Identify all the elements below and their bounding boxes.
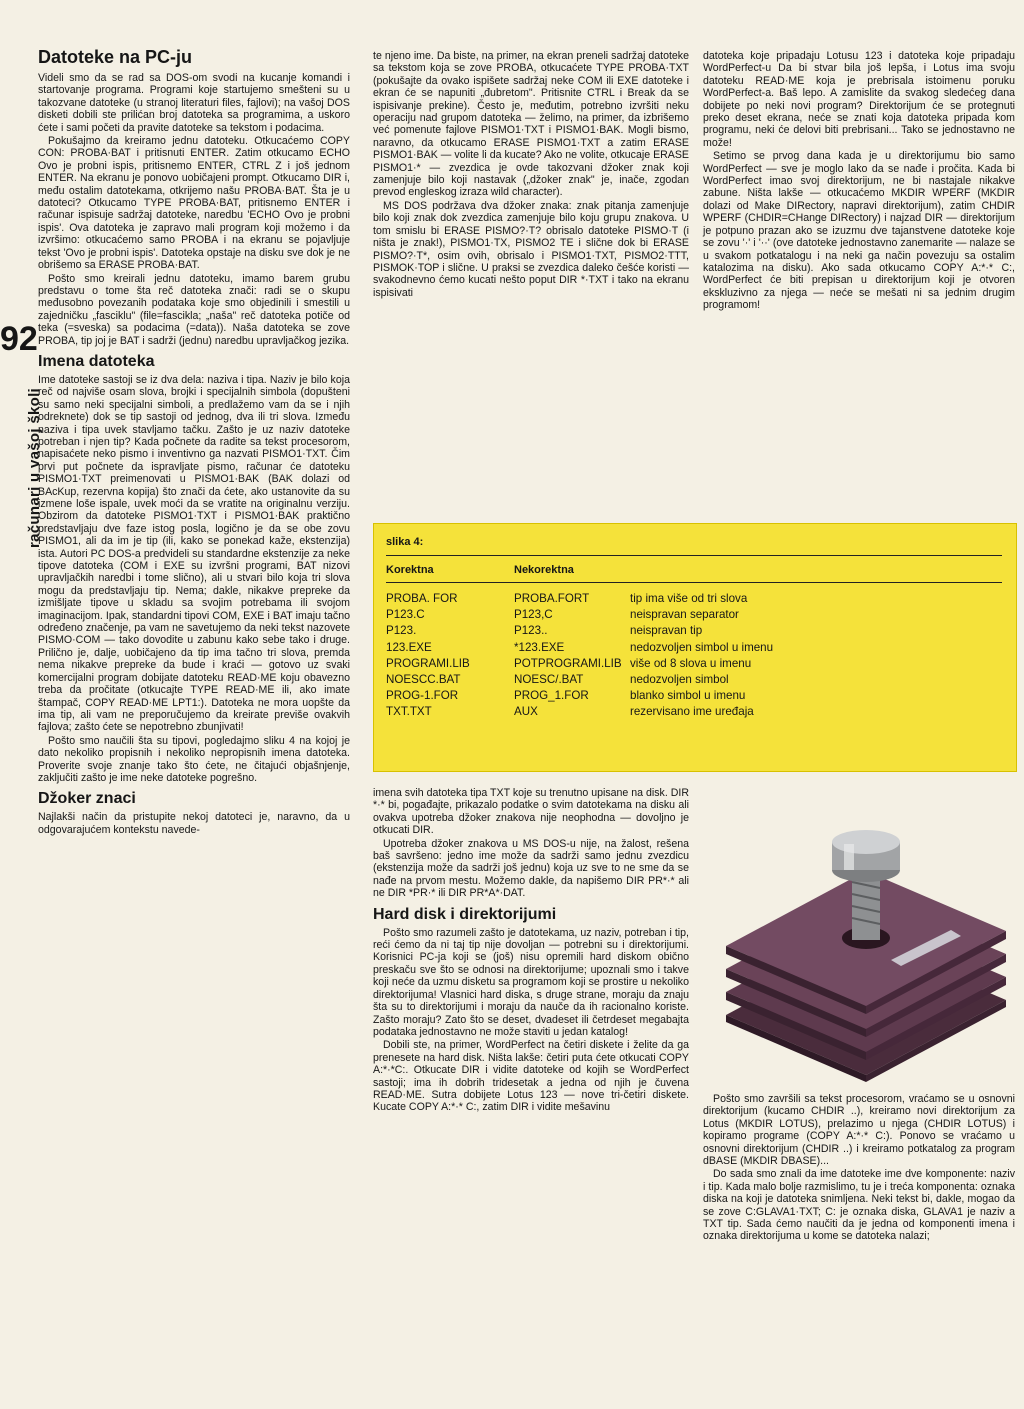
paragraph: Najlakši način da pristupite nekoj datoteci je, naravno, da u odgovarajućem kontekstu navede- <box>38 811 350 836</box>
column-3-lower <box>703 1093 1015 1244</box>
section-sidebar-label: računari u vašoj školi <box>26 388 43 548</box>
paragraph: Pokušajmo da kreiramo jednu datoteku. Otkucaćemo COPY CON: PROBA·BAT i pritisnuti ENTER. Zatim otkucamo ECHO Ovo je probni ispis, pritisnemo ENTER, CTRL Z i još jednom ENTER. Na ekranu je ponovo uobičajeni prompt. Otkucamo DIR i, među ostalim datotekama, otkrijemo našu PROBA·BAT. Šta je u datoteci? Otkucamo TYPE PROBA·BAT, pritisnemo ENTER i računar ispisuje sadržaj datoteke, naredbu 'ECHO Ovo je probni ispis'. Ova datoteka je zapravo mali program koji možemo i da izvršimo: otkucaćemo samo PROBA i na ekranu se pojavljuje tekst 'Ovo je probni ispis'. Datoteka opstaje na disku sve dok je ne obrišemo sa ERASE PROBA·BAT. <box>38 135 350 272</box>
paragraph: Do sada smo znali da ime datoteke ime dve komponente: naziv i tip. Kada malo bolje razmislimo, tu je i treća komponenta: oznaka diska na koji je datoteka snimljena. Neki tekst bi, dakle, mogao da se zove C:GLAVA1·TXT; C: je oznaka diska, GLAVA1 je naziv a TXT tip. Sada ćemo naučiti da je jedna od komponenti imena i oznaka direktorijuma u kome se datoteka nalazi; <box>703 1168 1015 1243</box>
cell-correct: 123.EXE <box>386 640 432 654</box>
paragraph: Setimo se prvog dana kada je u direktorijumu bio samo WordPerfect — sve je moglo lako da se nađe i pročita. Kada bi WordPerfect imao svoj direktorijum, ne bi nastajale nikakve zabune. Ništa lakše — otkucaćemo MKDIR WPERF (MKDIR dolazi od Make DIRectory, napravi direktorijum), zatim CHDIR WPERF (CHDIR=CHange DIRectory) i najzad DIR — direktorijum je potpuno prazan ako se izuzmu dve tajanstvene datoteke koje se zovu '·' i '··' (ove datoteke jednostavno zanemarite — nalaze se u svakom potkatalogu i na neki ga način povezuju sa ostalim katalozima na disku). Ako sada otkucamo COPY A:*·* C:, WordPerfect će biti prepisan u direktorijum koji je otvoren ekskluzivno za njega — neće se mešati ni sa jednim drugim programom! <box>703 150 1015 312</box>
paragraph: te njeno ime. Da biste, na primer, na ekran preneli sadržaj datoteke sa tekstom koja se zove PROBA, otkucaćete TYPE PROBA·TXT (pokušajte da ovako ispišete sadržaj neke COM ili EXE datoteke i ekran će se napuniti „đubretom". Pritisnite CTRL i Break da se ispisivanje prekine). Često je, međutim, potrebno izvršiti neku operaciju nad grupom datoteka — želimo, na primer, da izbrišemo već pomenute fajlove PISMO1·TXT i PISMO1·BAK. Mogli bismo, naravno, da otkucamo ERASE PISMO1·TXT a zatim ERASE PISMO1·BAK — volite li da kucate? Ako ne volite, otkucaje ERASE PISMO1·* — zvezdica je ovde takozvani džoker znak koji zamenjuje bilo koji nastavak („džoker znak" je, inače, zgodan prevod engleskog izraza wild character). <box>373 50 689 199</box>
section-heading-hard-disk: Hard disk i direktorijumi <box>373 905 557 923</box>
cell-incorrect: *123.EXE <box>514 640 565 654</box>
cell-correct: PROBA. FOR <box>386 592 458 605</box>
cell-correct: TXT.TXT <box>386 705 432 719</box>
cell-incorrect: P123.. <box>514 624 548 638</box>
cell-incorrect: PROG_1.FOR <box>514 689 589 703</box>
cell-reason: nedozvoljen simbol u imenu <box>630 640 774 654</box>
cell-correct: PROG-1.FOR <box>386 689 459 703</box>
column-3 <box>703 50 1015 313</box>
cell-reason: neispravan separator <box>630 608 739 622</box>
table-divider <box>386 582 1002 583</box>
paragraph: MS DOS podržava dva džoker znaka: znak pitanja zamenjuje bilo koji znak dok zvezdica zamenjuje bilo koju grupu znakova. U tom smislu bi ERASE PISMO?·T? obrisalo datoteke PISMO·T (i ništa je znak!), PISMO1·TX, PISMO2 TE i slične dok bi ERASE PISMO?·T*, osim ovih, obrisalo i PISMO1·TXT, PISMO2·TTT, PISMOK·TOP i slične. U praksi se zvezdica daleko češće koristi — svakodnevno ćemo kucati nešto poput DIR *·TXT i tako na ekranu ispisivati <box>373 199 689 299</box>
paragraph: Videli smo da se rad sa DOS-om svodi na kucanje komandi i startovanje programa. Programi koje startujemo smešteni su u takozvane datoteke (u stranoj literaturi files, fajlovi); na vašoj DOS disketi dobili ste prilićan broj datoteka sa programima, a uskoro ćete i sami početi da pravite datoteke sa tekstom i podacima. <box>38 72 350 134</box>
paragraph: Pošto smo naučili šta su tipovi, pogledajmo sliku 4 na kojoj je dato nekoliko propisnih i nekoliko nepropisnih imena datoteka. Proverite svoje znanje tako što ćete, ne čitajući objašnjenje, zaključiti zašto je ime neke datoteke pogrešno. <box>38 734 350 784</box>
table-divider <box>386 555 1002 556</box>
article-title: Datoteke na PC-ju <box>38 47 193 67</box>
cell-correct: P123. <box>386 624 417 638</box>
paragraph: Pošto smo razumeli zašto je datotekama, uz naziv, potreban i tip, reći ćemo da ni taj tip nije dovoljan — potrebni su i direktorijumi. Korisnici PC-ja koji se (još) nisu opremili hard diskom obično preskaču sve što se odnosi na direktorijume; upoznali smo i takve koji neće da uzmu disketu sa programom koji se prostire u nekoliko direktorijuma! Vlasnici hard diska, s druge strane, moraju da znaju šta su to direktorijumi i moraju da nauče da ih racionalno koriste. Zašto moraju? Zato što se deset, dvadeset ili četrdeset megabajta podataka jednostavno ne može staviti u jedan katalog! <box>373 926 689 1038</box>
paragraph: Pošto smo kreirali jednu datoteku, imamo barem grubu predstavu o tome šta reč datoteka znači: radi se o skupu međusobno povezanih podataka koje smo objedinili i smestili u zajedničku „fasciklu" (file=fascikla; „naša" reč datoteka potiče od teka (=sveska) sa podacima (=data)). Naša datoteka se zove PROBA, tip joj je BAT i sadrži (jednu) naredbu upravljačkog jezika. <box>38 272 350 347</box>
paragraph: datoteka koje pripadaju Lotusu 123 i datoteka koje pripadaju WordPerfect-u Da bi stvar bila još lepša, i Lotus ima svoju datoteku READ·ME koja je prebrisala istoimenu poruku WordPerfect-a. Baš lepo. A zamislite da svakog sledećeg dana dobijete po neki novi program? Direktorijum će se protegnuti preko deset ekrana, neće se znati koja datoteka pripada kom programu, neki će delovi biti prebrisani... Tako se jednostavno ne može! <box>703 50 1015 149</box>
paragraph: Dobili ste, na primer, WordPerfect na četiri diskete i želite da ga prenesete na hard disk. Ništa lakše: četiri puta ćete otkucati COPY A:*·*C:. Otkucate DIR i vidite datoteke od kojih se WordPerfect sastoji; ima ih dobrih tridesetak a jedna od njih je čuvena READ·ME. Sutra dobijete Lotus 123 — nove tri-četiri diskete. Kucate COPY A:*·* C:, zatim DIR i vidite mešavinu <box>373 1039 689 1114</box>
column-2 <box>373 50 689 300</box>
paragraph: Upotreba džoker znakova u MS DOS-u nije, na žalost, rešena baš savršeno: jedno ime može da sadrži samo jednu zvezdicu (ekstenzija može da sadrži još jednu) koja uz sve to ne sme da se nađe na prvom mestu. Možemo dakle, da napišemo DIR PR*·* ali ne DIR *PR·* ili DIR PR*A*·DAT. <box>373 837 689 900</box>
paragraph: Pošto smo završili sa tekst procesorom, vraćamo se u osnovni direktorijum (kucamo CHDIR ..), kreiramo novi direktorijum za Lotus (MKDIR LOTUS), prelazimo u njega (CHDIR LOTUS) i kopiramo programe (COPY A:*·* C:). Ponovo se vraćamo u osnovni direktorijum (CHDIR ..) i kreiramo potkatalog za program dBASE (MKDIR DBASE)... <box>703 1093 1015 1168</box>
column-1 <box>38 48 350 837</box>
cell-reason: više od 8 slova u imenu <box>630 656 752 670</box>
section-heading-dzoker: Džoker znaci <box>38 790 136 808</box>
cell-incorrect: NOESC/.BAT <box>514 673 584 686</box>
paragraph: imena svih datoteka tipa TXT koje su trenutno upisane na disk. DIR *·* bi, pogađajte, prikazalo podatke o svim datotekama na disku ali ovakva upotreba džoker znakova nije neophodna — dovoljno je otkucati DIR. <box>373 787 689 837</box>
cell-correct: PROGRAMI.LIB <box>386 656 470 670</box>
floppy-disk-stack-with-screw-icon <box>716 800 1016 1085</box>
paragraph: Ime datoteke sastoji se iz dva dela: naziva i tipa. Naziv je bilo koja reč od najviše osam slova, brojki i specijalnih simbola (dopušteni su samo neki specijalni simboli, a predlažemo vam da se i njih odreknete) dok se tip sastoji od jednog, dva ili tri slova. Između naziva i tipa uvek stavljamo tačku. Zašto je uz naziv datoteke potreban i njen tip? Kada počnete da radite sa tekst procesorom, napisaćete neko pismo i inventivno ga nazvati PISMO1·TXT. Čim prvi put počnete da ispravljate pismo, računar će datoteku PISMO1·TXT preimenovati u PISMO1·BAK (BAK dolazi od BAcKup, rezervna kopija) što znači da ćete, ako ustanovite da su izmene loše ispale, uvek moći da se vratite na originalnu verziju. Obzirom da datoteke PISMO1·TXT i PISMO1·BAK praktično predstavljaju dve faze istog posla, logično je da se obe zovu PISMO1, ali da im je tip (ili, kako se ponekad kaže, ekstenzija) ista. Autori PC DOS-a predvideli su standardne ekstenzije za neke tipove datoteka (COM i EXE su izvršni programi, BAT nizovi upravljačkih naredbi i tome slično), ali u stvari bilo koja tri slova mogu da predstavljaju tip. Nema; dakle, nikakve prepreke da izmišljate tipove u skladu sa svojim potrebama ili svojom imaginacijom. Ipak, standardni tipovi COM, EXE i BAT imaju tačno određeno značenje, pa vam ne savetujemo da neki tekst nazovete PISMO·COM — tako dovodite u zabunu kako sebe tako i druge. Prilično je, dalje, uobičajeno da tip ima tačno tri slova, premda nema nikakve prepreke da bude i kraći — gotovo uz svaki komercijalni program dobijate datoteku READ·ME koju obavezno treba da pročitate (otkucajte TYPE READ·ME ili, ako imate štampač, COPY READ·ME LPT1:). Datoteka ne mora uopšte da ima tip, ali vam ne preporučujemo da kreirate previše ovakvih fajlova; zašto ćete se nepotrebno zbunjivati! <box>38 373 350 734</box>
figure-caption: slika 4: <box>386 536 424 548</box>
cell-reason: blanko simbol u imenu <box>630 689 746 703</box>
table-header-correct: Korektna <box>386 564 434 576</box>
cell-incorrect: POTPROGRAMI.LIB <box>514 656 622 670</box>
cell-reason: neispravan tip <box>630 624 703 638</box>
column-2-lower <box>373 787 689 1115</box>
cell-incorrect: PROBA.FORT <box>514 592 590 605</box>
cell-incorrect: P123,C <box>514 608 553 622</box>
cell-reason: tip ima više od tri slova <box>630 592 748 605</box>
table-header-incorrect: Nekorektna <box>514 564 574 576</box>
cell-correct: NOESCC.BAT <box>386 673 461 686</box>
cell-correct: P123.C <box>386 608 425 622</box>
section-heading-imena: Imena datoteka <box>38 352 155 370</box>
page-number: 92 <box>0 320 38 358</box>
cell-reason: rezervisano ime uređaja <box>630 705 754 719</box>
cell-incorrect: AUX <box>514 705 538 719</box>
figure-table-box <box>373 523 1017 772</box>
cell-reason: nedozvoljen simbol <box>630 673 729 686</box>
